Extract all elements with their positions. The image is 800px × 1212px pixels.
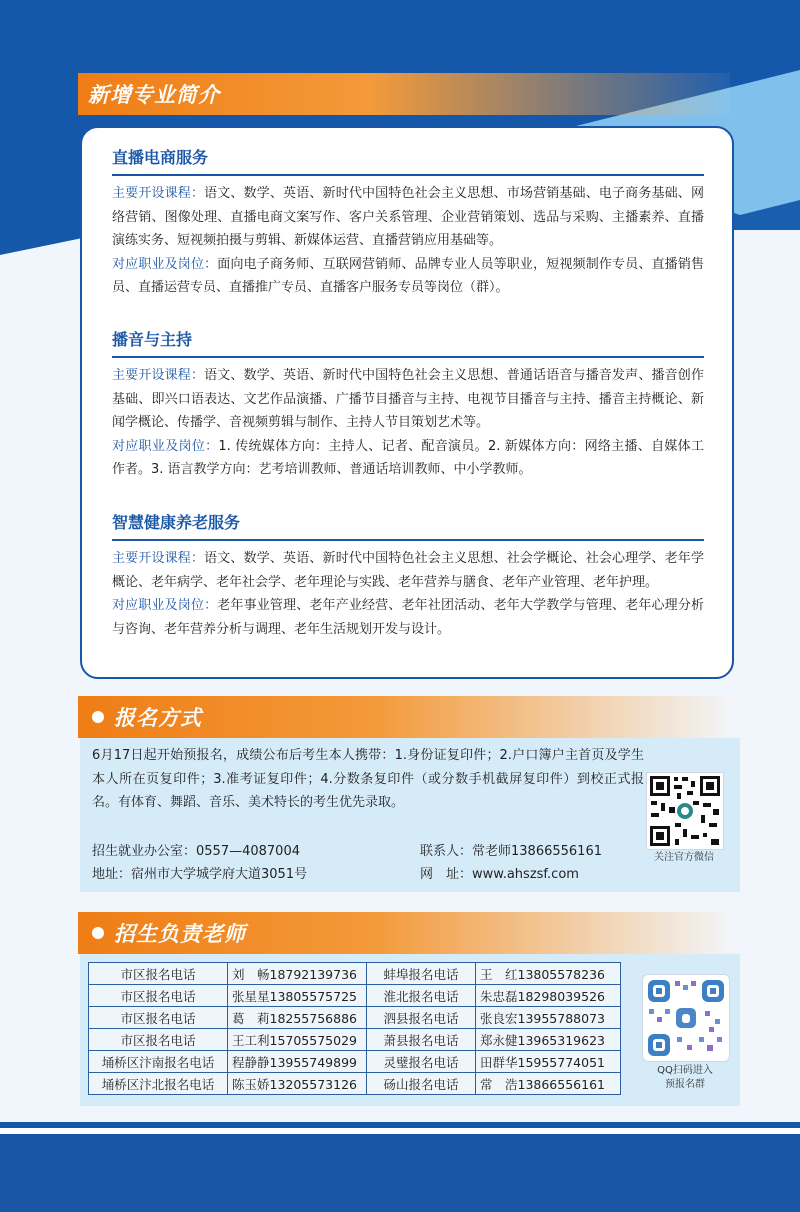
table-cell: 郑永健13965319623 — [476, 1029, 621, 1051]
registration-panel — [80, 738, 740, 892]
major-jobs — [112, 253, 704, 300]
website-link[interactable]: 网 址：www.ahszsf.com — [420, 867, 579, 882]
courses-text: 语文、数学、英语、新时代中国特色社会主义思想、市场营销基础、电子商务基础、网络营销、图像处理、直播电商文案写作、客户关系管理、企业营销策划、选品与采购、主播素养、直播演练实务、短视频拍摄与剪辑、新媒体运营、直播营销应用基础等。 — [112, 186, 704, 248]
table-cell: 市区报名电话 — [89, 1007, 228, 1029]
table-cell: 泗县报名电话 — [367, 1007, 476, 1029]
table-cell: 灵璧报名电话 — [367, 1051, 476, 1073]
wechat-qr-code-icon — [646, 772, 724, 850]
table-cell: 葛 莉18255756886 — [228, 1007, 367, 1029]
bullet-dot-icon — [92, 927, 104, 939]
qq-qr-caption — [634, 1064, 736, 1092]
courses-label: 主要开设课程： — [112, 368, 205, 383]
major-title: 直播电商服务 — [112, 146, 704, 176]
jobs-text: 面向电子商务师、互联网营销师、品牌专业人员等职业，短视频制作专员、直播销售员、直播运营专员、直播推广专员、直播客户服务专员等岗位（群）。 — [112, 256, 704, 295]
footer-stripe — [0, 1128, 800, 1134]
jobs-label: 对应职业及岗位： — [112, 438, 219, 454]
courses-label: 主要开设课程： — [112, 186, 205, 201]
majors-card — [80, 126, 734, 679]
major-jobs — [112, 435, 704, 482]
table-cell: 刘 畅18792139736 — [228, 963, 367, 985]
table-cell: 萧县报名电话 — [367, 1029, 476, 1051]
teachers-panel — [80, 954, 740, 1106]
major-title: 播音与主持 — [112, 328, 704, 358]
table-row — [89, 1029, 621, 1051]
jobs-text: 老年事业管理、老年产业经营、老年社团活动、老年大学教学与管理、老年心理分析与咨询、老年营养分析与调理、老年生活规划开发与设计。 — [112, 598, 704, 637]
table-cell: 程静静13955749899 — [228, 1051, 367, 1073]
courses-text: 语文、数学、英语、新时代中国特色社会主义思想、普通话语音与播音发声、播音创作基础、即兴口语表达、文艺作品演播、广播节目播音与主持、电视节目播音与主持、播音主持概论、新闻学概论、传播学、音视频剪辑与制作、主持人节目策划艺术等。 — [112, 368, 704, 430]
major-courses — [112, 364, 704, 435]
qq-caption-line2: 预报名群 — [665, 1079, 705, 1090]
table-cell: 埇桥区汴北报名电话 — [89, 1073, 228, 1095]
major-broadcasting-hosting — [112, 328, 704, 482]
table-cell: 陈玉娇13205573126 — [228, 1073, 367, 1095]
table-cell: 王工利15705575029 — [228, 1029, 367, 1051]
bullet-dot-icon — [92, 711, 104, 723]
table-cell: 田群华15955774051 — [476, 1051, 621, 1073]
courses-label: 主要开设课程： — [112, 551, 205, 566]
table-cell: 市区报名电话 — [89, 963, 228, 985]
qq-qr-code-icon — [642, 974, 730, 1062]
jobs-text: 1. 传统媒体方向：主持人、记者、配音演员。2. 新媒体方向：网络主播、自媒体工作者。3. 语言教学方向：艺考培训教师、普通话培训教师、中小学教师。 — [112, 438, 704, 477]
table-row — [89, 1007, 621, 1029]
table-cell: 埇桥区汴南报名电话 — [89, 1051, 228, 1073]
teachers-table — [88, 962, 621, 1095]
major-smart-elderly-care — [112, 511, 704, 641]
footer-band — [0, 1122, 800, 1212]
wechat-qr-caption: 关注官方微信 — [654, 852, 714, 863]
table-cell: 朱忠磊18298039526 — [476, 985, 621, 1007]
table-row — [89, 963, 621, 985]
section-title-majors: 新增专业简介 — [88, 83, 220, 107]
section-title-teachers: 招生负责老师 — [114, 922, 246, 946]
major-jobs — [112, 594, 704, 641]
table-row — [89, 1073, 621, 1095]
table-cell: 市区报名电话 — [89, 985, 228, 1007]
table-row — [89, 985, 621, 1007]
section-header-registration — [78, 696, 738, 738]
table-cell: 市区报名电话 — [89, 1029, 228, 1051]
section-header-majors — [78, 73, 730, 115]
table-cell: 王 红13805578236 — [476, 963, 621, 985]
qq-caption-line1: QQ扫码进入 — [657, 1065, 713, 1076]
major-courses — [112, 182, 704, 253]
office-phone: 招生就业办公室：0557—4087004 — [92, 844, 300, 859]
major-title: 智慧健康养老服务 — [112, 511, 704, 541]
table-cell: 张良宏13955788073 — [476, 1007, 621, 1029]
table-cell: 砀山报名电话 — [367, 1073, 476, 1095]
contact-person: 联系人：常老师13866556161 — [420, 844, 602, 859]
jobs-label: 对应职业及岗位： — [112, 256, 218, 272]
table-cell: 常 浩13866556161 — [476, 1073, 621, 1095]
jobs-label: 对应职业及岗位： — [112, 598, 218, 613]
registration-text: 6月17日起开始预报名，成绩公布后考生本人携带：1.身份证复印件；2.户口簿户主首页及学生本人所在页复印件；3.准考证复印件；4.分数条复印件（或分数手机截屏复印件）到校正式报名。有体育、舞蹈、音乐、美术特长的考生优先录取。 — [92, 748, 644, 810]
table-row — [89, 1051, 621, 1073]
address: 地址：宿州市大学城学府大道3051号 — [92, 867, 308, 882]
section-title-registration: 报名方式 — [114, 706, 202, 730]
major-livestream-ecommerce — [112, 146, 704, 300]
table-cell: 蚌埠报名电话 — [367, 963, 476, 985]
major-courses — [112, 547, 704, 594]
table-cell: 张星星13805575725 — [228, 985, 367, 1007]
courses-text: 语文、数学、英语、新时代中国特色社会主义思想、社会学概论、社会心理学、老年学概论、老年病学、老年社会学、老年理论与实践、老年营养与膳食、老年产业管理、老年护理。 — [112, 551, 704, 590]
section-header-teachers — [78, 912, 738, 954]
table-cell: 淮北报名电话 — [367, 985, 476, 1007]
